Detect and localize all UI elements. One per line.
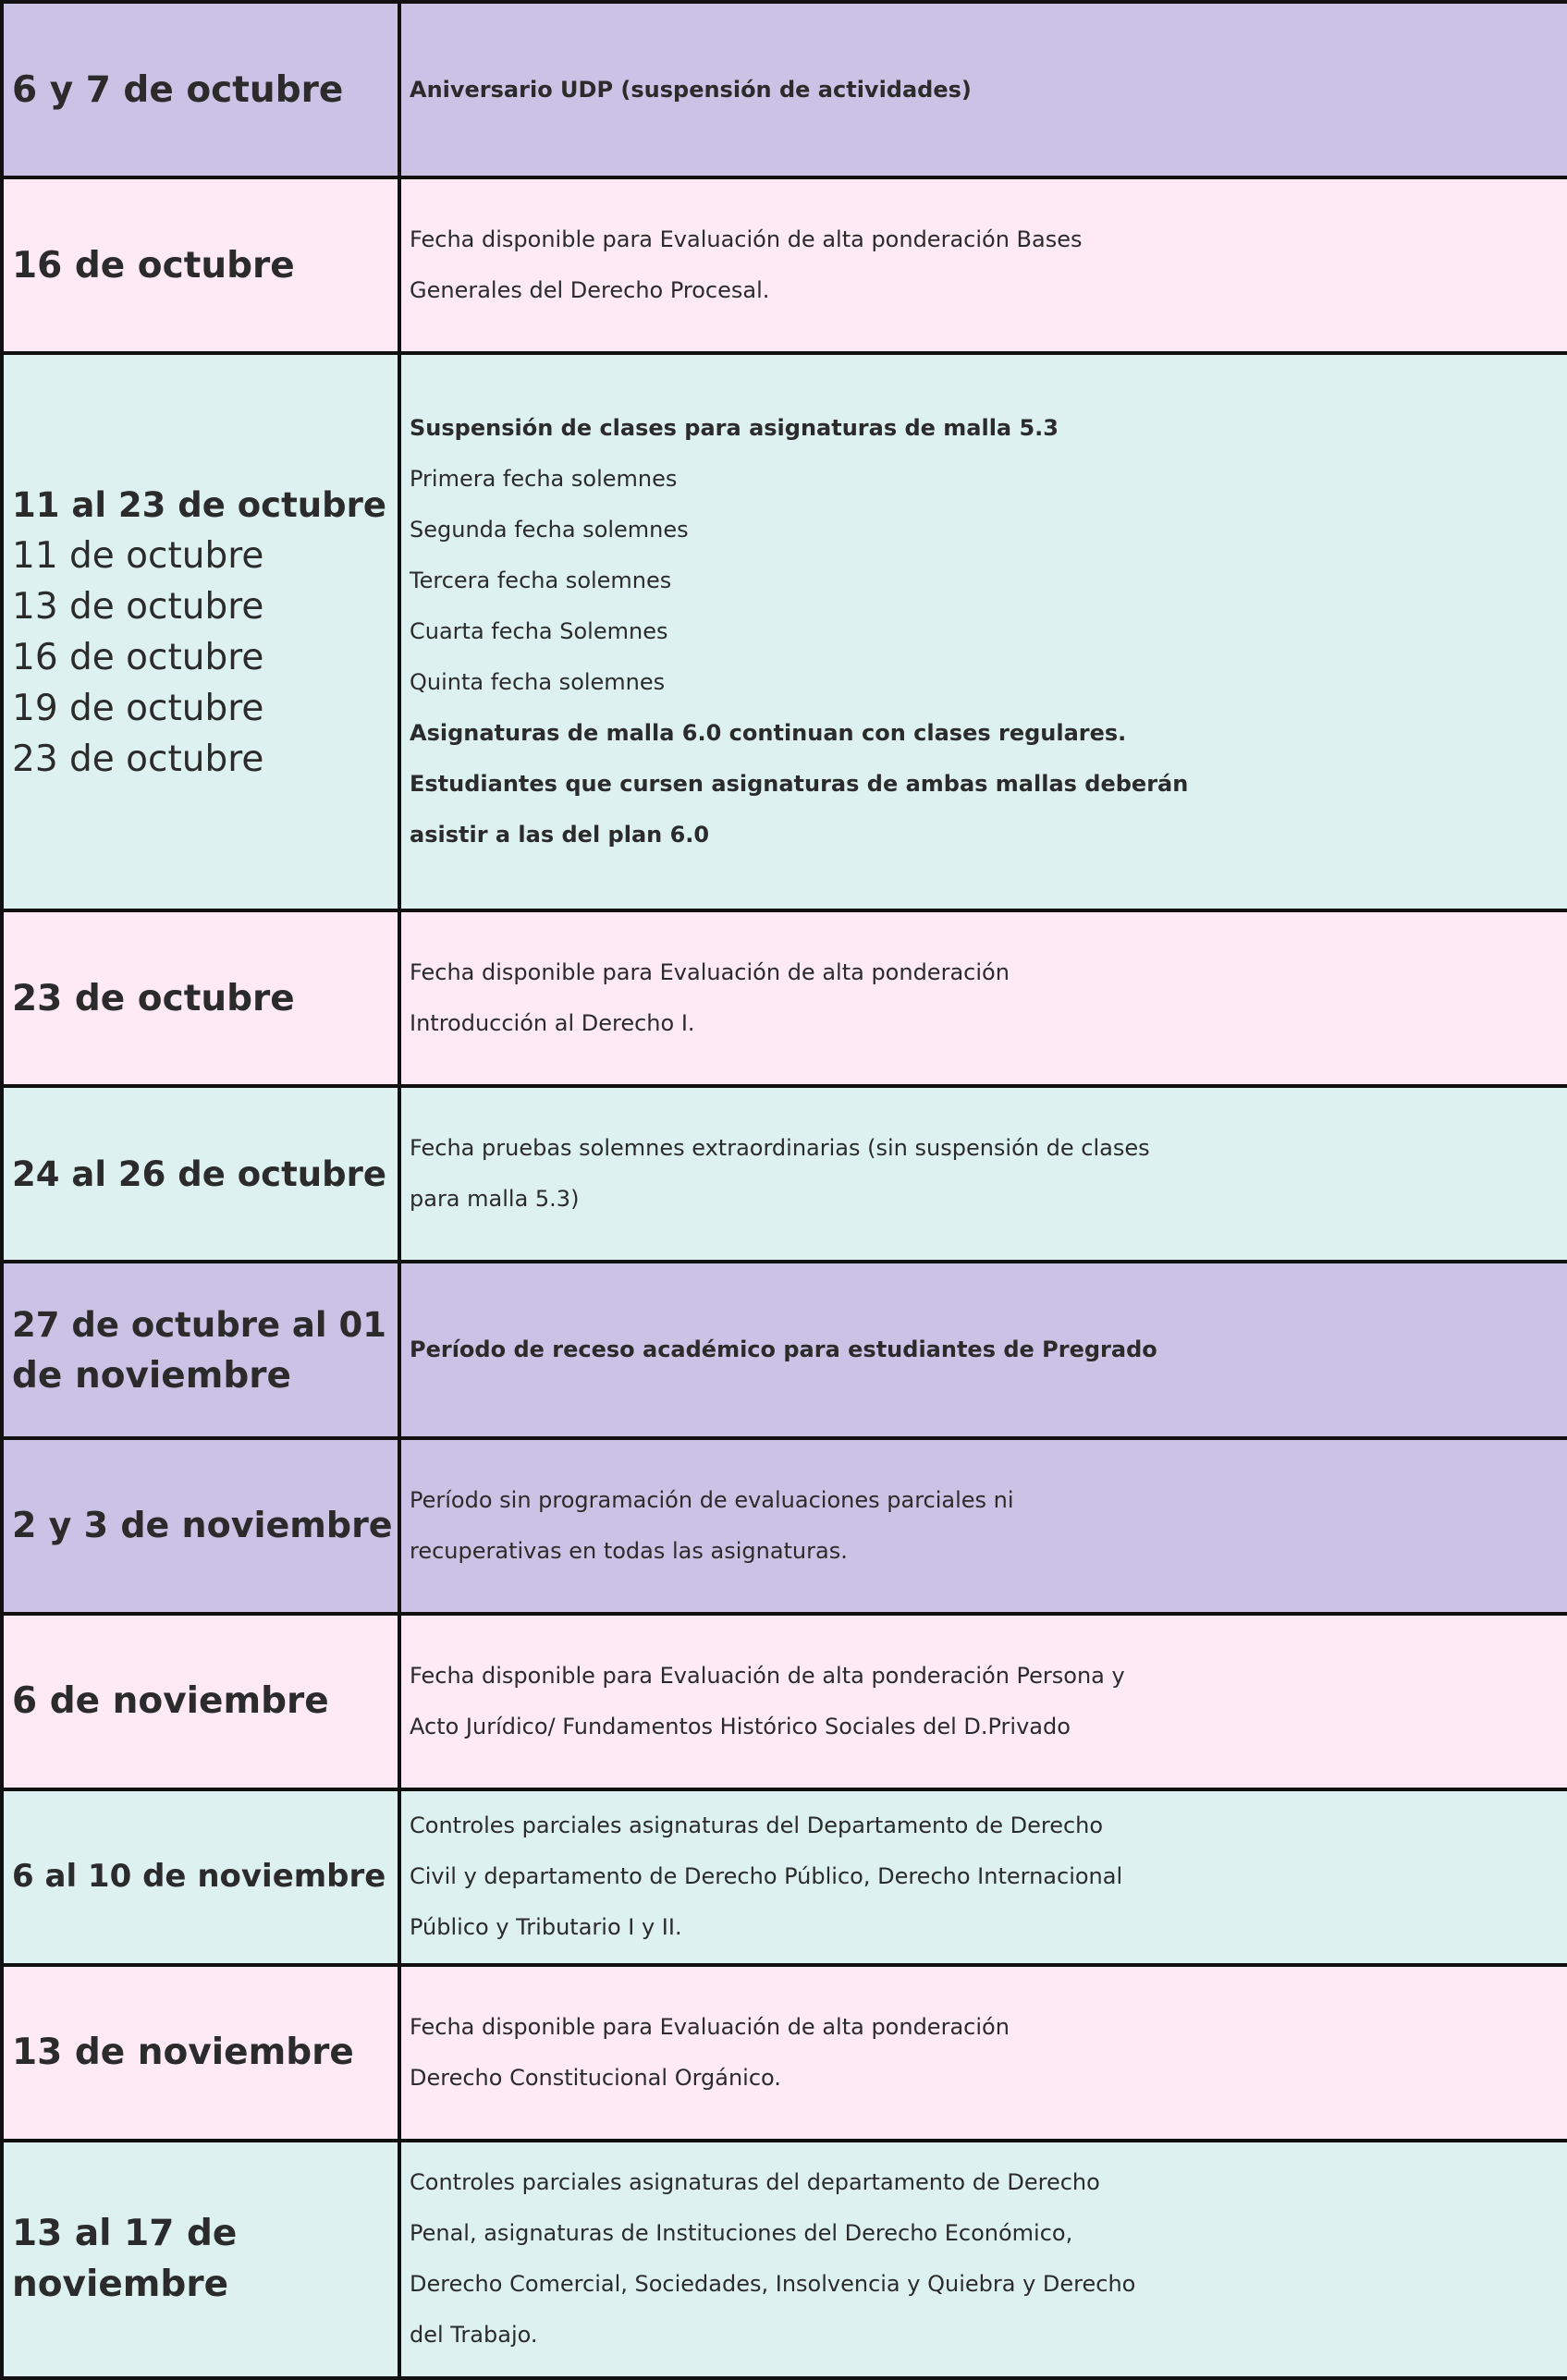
description-cell [399, 1614, 1567, 1789]
date-cell [2, 1086, 399, 1262]
calendar-row [2, 2, 1567, 177]
date-line: 13 de noviembre [12, 2032, 354, 2074]
description-line: Penal, asignaturas de Instituciones del Derecho Económico, [410, 2220, 1073, 2247]
description-line: Fecha pruebas solemnes extraordinarias (sin suspensión de clases [410, 1135, 1150, 1162]
date-cell [2, 910, 399, 1086]
date-line: 11 al 23 de octubre [12, 484, 386, 525]
description-line: Derecho Comercial, Sociedades, Insolvencia y Quiebra y Derecho [410, 2271, 1136, 2298]
description-line: Suspensión de clases para asignaturas de malla 5.3 [410, 415, 1059, 442]
date-line: 27 de octubre al 01 [12, 1304, 386, 1345]
calendar-row [2, 2141, 1567, 2378]
date-cell [2, 1438, 399, 1614]
calendar-body [2, 2, 1567, 2378]
description-line: Controles parciales asignaturas del Departamento de Derecho [410, 1812, 1104, 1839]
date-line: 19 de octubre [12, 687, 264, 729]
date-line: 2 y 3 de noviembre [12, 1505, 393, 1546]
calendar-row [2, 910, 1567, 1086]
calendar-row [2, 1262, 1567, 1437]
description-line: Aniversario UDP (suspensión de actividades) [410, 76, 972, 103]
description-line: Derecho Constitucional Orgánico. [410, 2064, 781, 2091]
calendar-row [2, 1438, 1567, 1614]
date-line: noviembre [12, 2264, 229, 2306]
description-cell [399, 1262, 1567, 1437]
description-line: Asignaturas de malla 6.0 continuan con clases regulares. [410, 720, 1127, 747]
description-line: Fecha disponible para Evaluación de alta ponderación [410, 2013, 1010, 2040]
calendar-row [2, 353, 1567, 910]
description-line: Período sin programación de evaluaciones parciales ni [410, 1486, 1014, 1513]
description-cell [399, 353, 1567, 910]
description-line: Generales del Derecho Procesal. [410, 277, 770, 304]
date-cell [2, 1965, 399, 2141]
date-line: 13 al 17 de [12, 2213, 238, 2255]
description-line: Fecha disponible para Evaluación de alta ponderación Bases [410, 226, 1083, 253]
description-line: Civil y departamento de Derecho Público, Derecho Internacional [410, 1863, 1123, 1890]
description-line: Fecha disponible para Evaluación de alta ponderación [410, 959, 1010, 986]
date-cell [2, 2, 399, 177]
description-line: Período de receso académico para estudiantes de Pregrado [410, 1336, 1157, 1363]
description-line: Segunda fecha solemnes [410, 517, 689, 543]
date-cell [2, 177, 399, 353]
calendar-row [2, 1789, 1567, 1965]
description-line: Primera fecha solemnes [410, 466, 678, 493]
description-line: Estudiantes que cursen asignaturas de ambas mallas deberán [410, 771, 1189, 798]
date-line: 6 y 7 de octubre [12, 68, 344, 111]
calendar-row [2, 1086, 1567, 1262]
date-cell [2, 1789, 399, 1965]
calendar-row [2, 1965, 1567, 2141]
description-cell [399, 2, 1567, 177]
calendar-row [2, 177, 1567, 353]
description-cell [399, 1086, 1567, 1262]
date-line: 6 de noviembre [12, 1680, 329, 1723]
date-line: 11 de octubre [12, 534, 264, 577]
description-cell [399, 910, 1567, 1086]
date-cell [2, 353, 399, 910]
description-line: Quinta fecha solemnes [410, 669, 666, 696]
date-line: 16 de octubre [12, 636, 264, 678]
description-line: recuperativas en todas las asignaturas. [410, 1537, 848, 1564]
description-cell [399, 177, 1567, 353]
description-line: Tercera fecha solemnes [410, 568, 672, 594]
calendar-row [2, 1614, 1567, 1789]
description-line: Cuarta fecha Solemnes [410, 618, 668, 645]
description-line: Fecha disponible para Evaluación de alta ponderación Persona y [410, 1662, 1125, 1689]
date-line: 6 al 10 de noviembre [12, 1858, 386, 1896]
date-line: 23 de octubre [12, 977, 295, 1019]
description-line: asistir a las del plan 6.0 [410, 822, 710, 848]
description-line: Introducción al Derecho I. [410, 1010, 695, 1037]
description-line: para malla 5.3) [410, 1186, 580, 1213]
date-line: de noviembre [12, 1354, 291, 1397]
date-line: 16 de octubre [12, 244, 295, 287]
date-cell [2, 1614, 399, 1789]
description-line: del Trabajo. [410, 2322, 538, 2349]
description-cell [399, 1789, 1567, 1965]
date-line: 24 al 26 de octubre [12, 1153, 386, 1194]
date-cell [2, 1262, 399, 1437]
date-line: 13 de octubre [12, 585, 264, 628]
description-cell [399, 1965, 1567, 2141]
description-line: Público y Tributario I y II. [410, 1914, 682, 1941]
description-cell [399, 2141, 1567, 2378]
date-line: 23 de octubre [12, 738, 264, 780]
description-cell [399, 1438, 1567, 1614]
description-line: Controles parciales asignaturas del departamento de Derecho [410, 2169, 1100, 2196]
description-line: Acto Jurídico/ Fundamentos Histórico Sociales del D.Privado [410, 1713, 1071, 1739]
date-cell [2, 2141, 399, 2378]
